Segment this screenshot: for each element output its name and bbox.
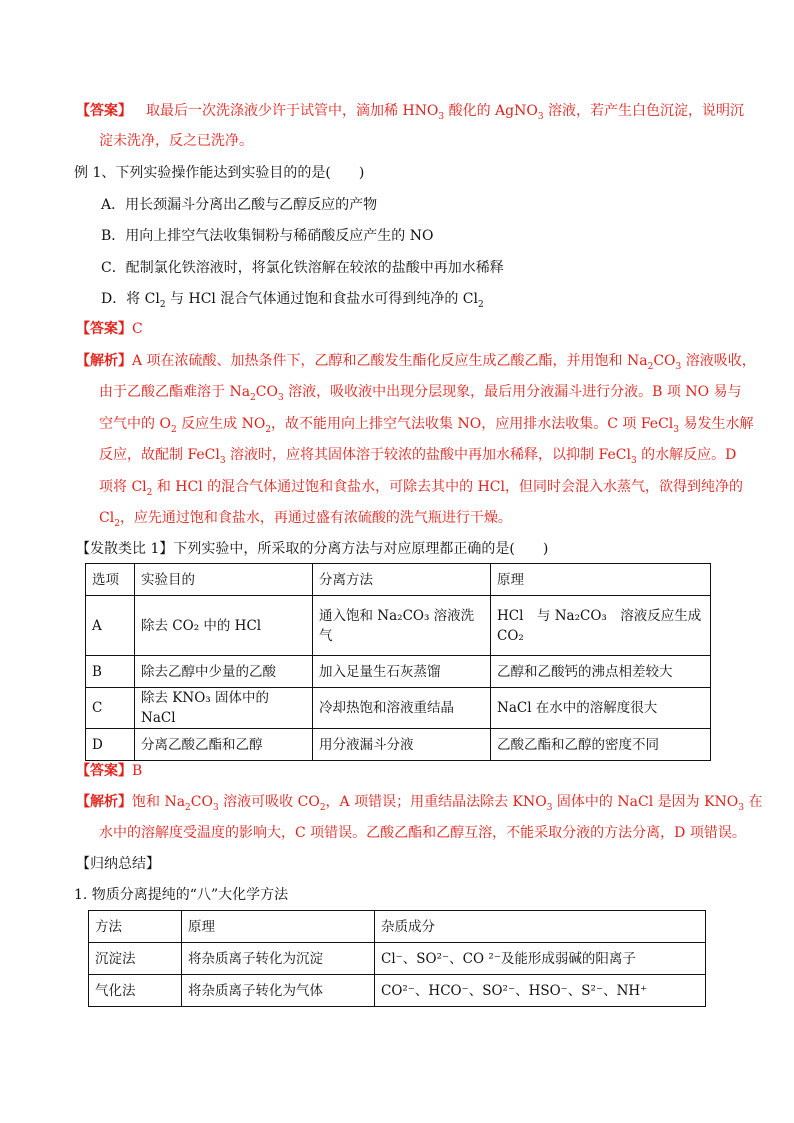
table-cell: 分离乙酸乙酯和乙醇 xyxy=(135,729,313,761)
table-row xyxy=(86,688,711,729)
table-cell: 乙酸乙酯和乙醇的密度不同 xyxy=(491,729,711,761)
table-header-row xyxy=(89,911,706,943)
table-cell: 沉淀法 xyxy=(89,943,182,975)
option-a: A．用长颈漏斗分离出乙酸与乙醇反应的产物 xyxy=(101,197,378,213)
table-cell: NaCl 在水中的溶解度很大 xyxy=(491,688,711,729)
header-cell: 原理 xyxy=(491,564,711,596)
summary-title: 1. 物质分离提纯的“八”大化学方法 xyxy=(74,887,289,903)
table-cell: 气化法 xyxy=(89,975,182,1007)
table-cell: A xyxy=(86,596,135,656)
table-cell: D xyxy=(86,729,135,761)
table-cell: HCl 与 Na₂CO₃ 溶液反应生成 CO₂ xyxy=(491,596,711,656)
table-row xyxy=(86,656,711,688)
table-cell: 乙醇和乙酸钙的沸点相差较大 xyxy=(491,656,711,688)
table-cell: 通入饱和 Na₂CO₃ 溶液洗气 xyxy=(313,596,491,656)
header-cell: 杂质成分 xyxy=(375,911,706,943)
example-answer: 【答案】C xyxy=(76,321,143,337)
summary-heading: 【归纳总结】 xyxy=(76,856,160,872)
table-cell: C xyxy=(86,688,135,729)
table-cell: CO²⁻、HCO⁻、SO²⁻、HSO⁻、S²⁻、NH⁺ xyxy=(375,975,706,1007)
header-cell: 选项 xyxy=(86,564,135,596)
table-cell: 冷却热饱和溶液重结晶 xyxy=(313,688,491,729)
table-cell: 除去乙醇中少量的乙酸 xyxy=(135,656,313,688)
table-cell: B xyxy=(86,656,135,688)
answer-line-2: 淀未洗净，反之已洗净。 xyxy=(99,133,253,149)
table-cell: 用分液漏斗分液 xyxy=(313,729,491,761)
analysis-line-1: 【解析】A 项在浓硫酸、加热条件下，乙醇和乙酸发生酯化反应生成乙酸乙酯，并用饱和 $Na_2CO_3$ 溶液吸收， xyxy=(76,353,756,372)
header-cell: 原理 xyxy=(182,911,375,943)
table-row xyxy=(86,729,711,761)
practice-question: 【发散类比 1】下列实验中，所采取的分离方法与对应原理都正确的是( ) xyxy=(76,541,549,557)
practice-analysis-line-1: 【解析】饱和 $Na_2CO_3$ 溶液可吸收 $CO_2$，A 项错误；用重结晶法除去 $KNO_3$ 固体中的 NaCl 是因为 $KNO_3$ 在 xyxy=(76,794,763,813)
analysis-line-3: 空气中的 $O_2$ 反应生成 $NO_2$，故不能用向上排空气法收集 NO，应用排水法收集。C 项 FeCl$_3$ 易发生水解 xyxy=(99,416,754,435)
analysis-line-4: 反应，故配制 FeCl$_3$ 溶液时，应将其固体溶于较浓的盐酸中再加水稀释，以抑制 FeCl$_3$ 的水解反应。D xyxy=(99,447,737,466)
table-cell: 将杂质离子转化为沉淀 xyxy=(182,943,375,975)
option-d: D．将 $Cl_2$ 与 HCl 混合气体通过饱和食盐水可得到纯净的 $Cl_2$ xyxy=(101,291,484,310)
option-c: C．配制氯化铁溶液时，将氯化铁溶解在较浓的盐酸中再加水稀释 xyxy=(101,260,504,276)
answer-line-1 xyxy=(76,101,744,121)
table-row xyxy=(89,943,706,975)
table-row xyxy=(86,596,711,656)
header-cell: 分离方法 xyxy=(313,564,491,596)
table-cell: 将杂质离子转化为气体 xyxy=(182,975,375,1007)
summary-table xyxy=(88,910,706,1007)
header-cell: 实验目的 xyxy=(135,564,313,596)
analysis-line-2: 由于乙酸乙酯难溶于 $Na_2CO_3$ 溶液，吸收液中出现分层现象，最后用分液漏斗进行分液。B 项 NO 易与 xyxy=(99,384,742,403)
table-cell: 除去 KNO₃ 固体中的 NaCl xyxy=(135,688,313,729)
table-cell: 加入足量生石灰蒸馏 xyxy=(313,656,491,688)
option-b: B．用向上排空气法收集铜粉与稀硝酸反应产生的 NO xyxy=(101,228,434,244)
answer-tag: 【答案】 xyxy=(76,103,132,119)
practice-answer: 【答案】B xyxy=(76,763,143,779)
header-cell: 方法 xyxy=(89,911,182,943)
answer-text: 取最后一次洗涤液少许于试管中，滴加稀 $HNO_3$ 酸化的 AgNO$_3$ 溶液，若产生白色沉淀，说明沉 xyxy=(146,103,745,122)
example-question: 例 1、下列实验操作能达到实验目的的是( ) xyxy=(74,165,365,181)
practice-analysis-line-2: 水中的溶解度受温度的影响大，C 项错误。乙酸乙酯和乙醇互溶，不能采取分液的方法分离，D 项错误。 xyxy=(99,825,746,841)
analysis-line-5: 项将 $Cl_2$ 和 HCl 的混合气体通过饱和食盐水，可除去其中的 HCl，但同时会混入水蒸气，欲得到纯净的 xyxy=(99,479,743,498)
table-cell: Cl⁻、SO²⁻、CO ²⁻及能形成弱碱的阳离子 xyxy=(375,943,706,975)
table-row xyxy=(89,975,706,1007)
table-cell: 除去 CO₂ 中的 HCl xyxy=(135,596,313,656)
table-header-row xyxy=(86,564,711,596)
practice-table xyxy=(85,563,711,761)
analysis-line-6: $Cl_2$，应先通过饱和食盐水，再通过盛有浓硫酸的洗气瓶进行干燥。 xyxy=(99,510,512,529)
